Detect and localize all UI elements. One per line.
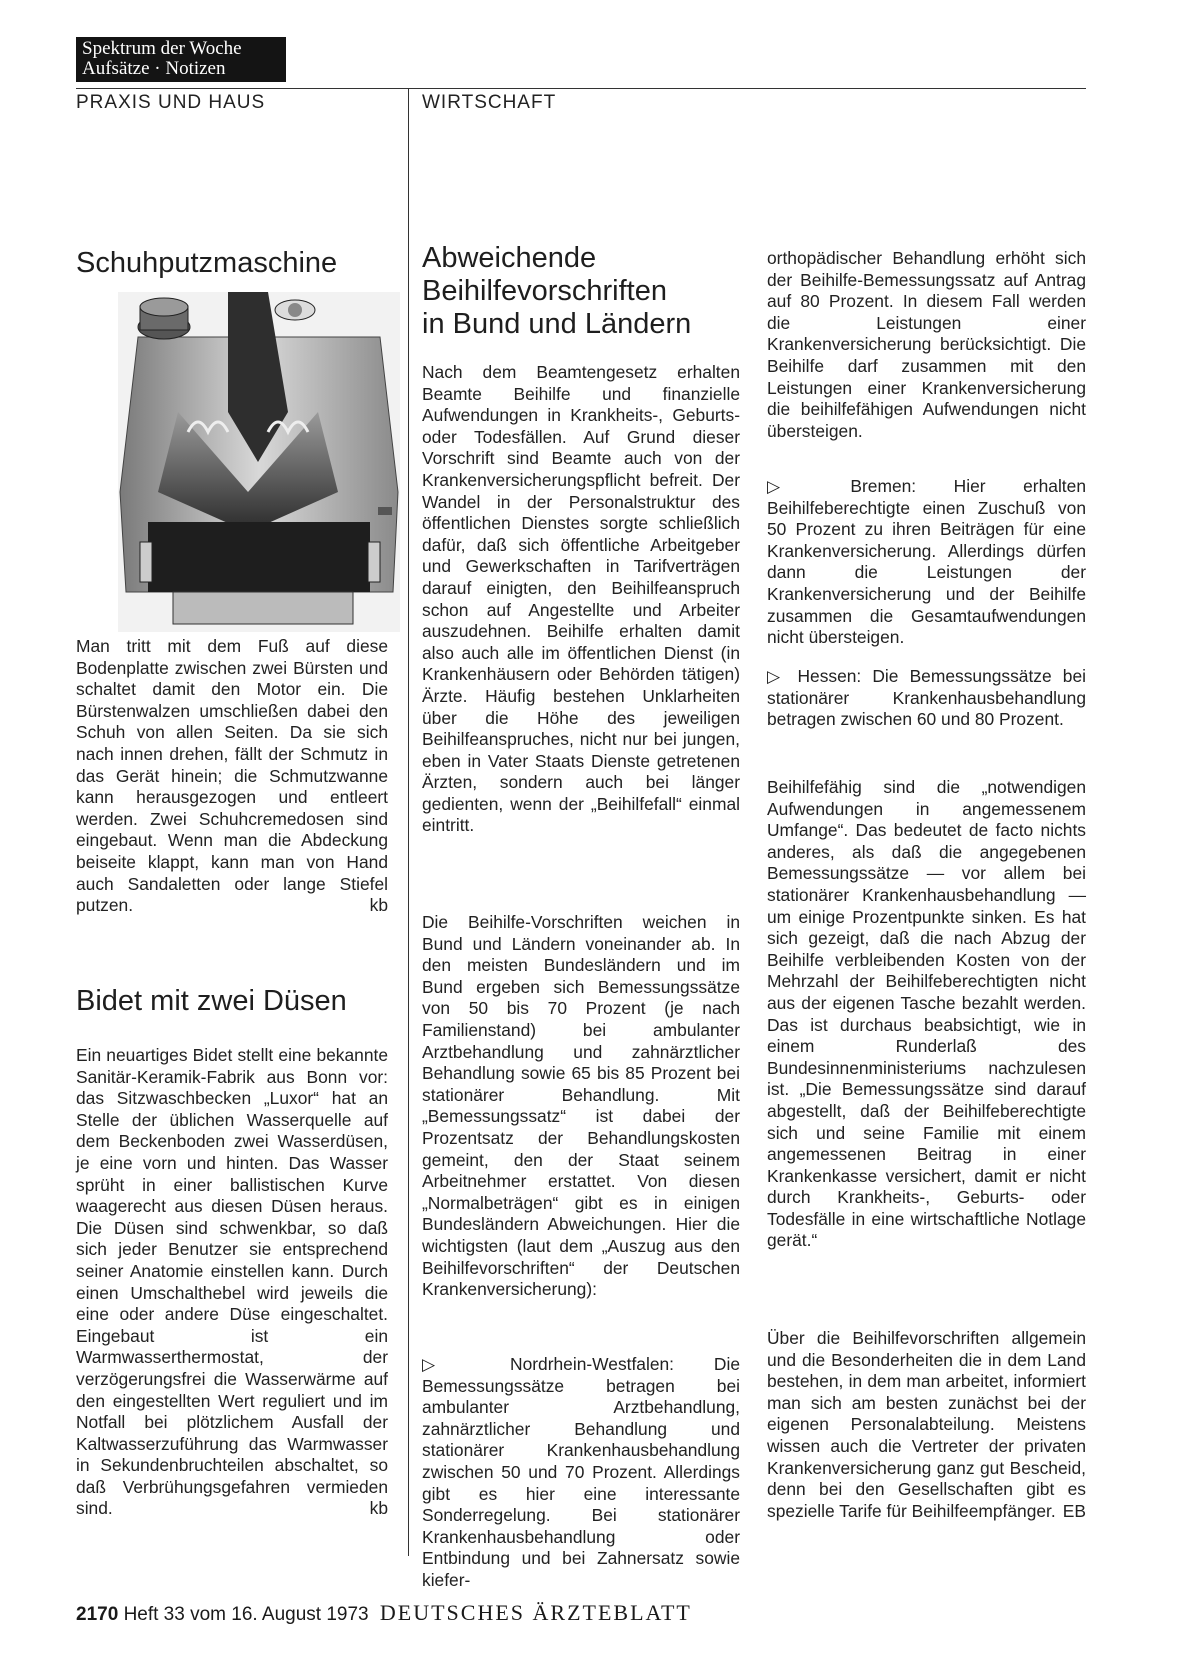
article2-body	[76, 1045, 388, 1520]
article3-paragraph-3	[422, 1354, 740, 1592]
issue-info: Heft 33 vom 16. August 1973	[123, 1604, 369, 1625]
shoe-polisher-photo	[118, 292, 400, 632]
masthead-line-2: Aufsätze · Notizen	[82, 58, 226, 79]
article-title-bidet: Bidet mit zwei Düsen	[76, 985, 347, 1017]
section-praxis-und-haus: PRAXIS UND HAUS	[76, 92, 266, 113]
article3-paragraph-8-text: Über die Beihilfevorschriften allgemein und die Besonderheiten die in dem Land bestehen, in dem man arbeitet, informiert man sich am besten zunächst bei der eigenen Personalabteilung. Meistens wissen auch die Vertreter der privaten Krankenversicherung ganz gut Bescheid, denn bei den Gesellschaften gibt es spezielle Tarife für Beihilfeempfänger.	[767, 1328, 1086, 1521]
article2-text: Ein neuartiges Bidet stellt eine bekannte Sanitär-Keramik-Fabrik aus Bonn vor: das Sitzwaschbecken „Luxor“ hat an Stelle der üblichen Wasserquelle auf dem Beckenboden zwei Wasserdüsen, je eine vorn und hinten. Das Wasser sprüht in einer ballistischen Kurve waagerecht aus diesen Düsen heraus. Die Düsen sind schwenkbar, so daß sich jeder Benutzer sie entsprechend seiner Anatomie einstellen kann. Durch einen Umschalthebel wird jeweils die eine oder andere Düse eingeschaltet. Eingebaut ist ein Warmwasserthermostat, der verzögerungsfrei die Wasserwärme auf den eingestellten Wert reguliert und im Notfall bei plötzlichem Ausfall der Kaltwasserzuführung das Warmwasser in Sekundenbruchteilen abschaltet, so daß Verbrühungsgefahren vermieden sind.	[76, 1045, 388, 1519]
article3-title-line-3: in Bund und Ländern	[422, 308, 692, 340]
page-number: 2170	[76, 1604, 119, 1625]
triangle-bullet-icon: ▷	[767, 667, 787, 686]
article1-text: Man tritt mit dem Fuß auf diese Bodenplatte zwischen zwei Bürsten und schaltet damit den Motor ein. Die Bürstenwalzen umschließen dabei den Schuh von allen Seiten. Da sie sich nach innen drehen, fällt der Schmutz in das Gerät hinein; die Schmutzwanne kann herausgezogen und entleert werden. Zwei Schuhcremedosen sind eingebaut. Wenn man die Abdeckung beiseite klappt, kann man von Hand auch Sandaletten oder lange Stiefel putzen.	[76, 636, 388, 916]
article3-paragraph-5	[767, 476, 1086, 649]
article-title-schuhputzmaschine: Schuhputzmaschine	[76, 247, 338, 279]
article1-signature: kb	[369, 895, 388, 916]
column-divider	[408, 88, 409, 1556]
article1-body	[76, 636, 388, 917]
masthead	[76, 37, 286, 82]
article3-paragraph-4: orthopädischer Behandlung erhöht sich der Beihilfe-Bemessungssatz auf Antrag auf 80 Prozent. In diesem Fall werden die Leistungen einer Krankenversicherung berücksichtigt. Die Beihilfe darf zusammen mit den Leistungen einer Krankenversicherung die beihilfefähigen Aufwendungen nicht übersteigen.	[767, 248, 1086, 441]
masthead-line-1: Spektrum der Woche	[82, 38, 242, 59]
article3-paragraph-6-text: Hessen: Die Bemessungssätze bei stationärer Krankenhausbehandlung betragen zwischen 60 und 80 Prozent.	[767, 666, 1086, 730]
article3-title-line-2: Beihilfevorschriften	[422, 275, 667, 307]
article3-paragraph-6	[767, 666, 1086, 731]
article3-paragraph-1: Nach dem Beamtengesetz erhalten Beamte Beihilfe und finanzielle Aufwendungen in Krankheits-, Geburts- oder Todesfällen. Auf Grund dieser Vorschrift sind Beamte auch von der Krankenversicherungspflicht befreit. Der Wandel in der Personalstruktur des öffentlichen Dienstes sorgte schließlich dafür, daß sich öffentliche Arbeitgeber und Gewerkschaften in Tarifverträgen darauf einigten, den Beihilfeanspruch schon auf Angestellte und Arbeiter auszudehnen. Beihilfe erhalten damit also auch alle im öffentlichen Dienst (in Krankenhäusern oder Behörden tätigen) Ärzte. Häufig bestehen Unklarheiten über die Höhe des jeweiligen Beihilfeanspruches, nicht nur bei jungen, eben in Vater Staats Dienste getretenen Ärzten, sondern auch bei länger gedienten, wenn der „Beihilfefall“ einmal eintritt.	[422, 362, 740, 836]
page-footer	[76, 1600, 692, 1626]
article3-paragraph-2: Die Beihilfe-Vorschriften weichen in Bund und Ländern voneinander ab. In den meisten Bundesländern und im Bund ergeben sich Bemessungssätze von 50 bis 70 Prozent (je nach Familienstand) bei ambulanter Arztbehandlung und zahnärztlicher Behandlung sowie 65 bis 85 Prozent bei stationärer Behandlung. Mit „Bemessungssatz“ ist dabei der Prozentsatz der Behandlungskosten gemeint, den der Staat seinem Arbeitnehmer erstattet. Von diesen „Normalbeträgen“ gibt es in einigen Bundesländern Abweichungen. Hier die wichtigsten (laut dem „Auszug aus den Beihilfevorschriften“ der Deutschen Krankenversicherung):	[422, 912, 740, 1300]
article3-paragraph-5-text: Bremen: Hier erhalten Beihilfeberechtigte einen Zuschuß von 50 Prozent zu ihren Beiträgen für eine Krankenversicherung. Allerdings dürfen dann die Leistungen der Krankenversicherung und der Beihilfe zusammen die Gesamtaufwendungen nicht übersteigen.	[767, 476, 1086, 648]
article3-paragraph-8	[767, 1328, 1086, 1522]
article-title-beihilfe	[422, 242, 691, 341]
section-wirtschaft: WIRTSCHAFT	[422, 92, 557, 113]
article3-title-line-1: Abweichende	[422, 242, 597, 274]
article3-paragraph-7: Beihilfefähig sind die „notwendigen Aufwendungen in angemessenem Umfange“. Das bedeutet de facto nichts anderes, als daß die angegebenen Bemessungssätze — vor allem bei stationärer Krankenhausbehandlung — um einige Prozentpunkte sinken. Es hat sich gezeigt, daß die nach Abzug der Beihilfe verbleibenden Kosten von der Mehrzahl der Beihilfeberechtigten nicht aus der eigenen Tasche bezahlt werden. Das ist durchaus beabsichtigt, wie in einem Runderlaß des Bundesinnenministeriums nachzulesen ist. „Die Bemessungssätze sind darauf abgestellt, daß der Beihilfeberechtigte sich und seine Familie mit einem angemessenen Beitrag in einer Krankenkasse versichert, damit er nicht durch Krankheits-, Geburts- oder Todesfälle in eine wirtschaftliche Notlage gerät.“	[767, 777, 1086, 1251]
article3-paragraph-3-text: Nordrhein-Westfalen: Die Bemessungssätze betragen bei ambulanter Arztbehandlung, zahnärztlicher Behandlung und stationärer Krankenhausbehandlung zwischen 50 und 70 Prozent. Allerdings gibt es hier eine interessante Sonderregelung. Bei stationärer Krankenhausbehandlung oder Entbindung und bei Zahnersatz sowie kiefer-	[422, 1354, 740, 1590]
top-rule	[76, 88, 1086, 89]
triangle-bullet-icon: ▷	[422, 1355, 471, 1374]
article2-signature: kb	[369, 1498, 388, 1519]
triangle-bullet-icon: ▷	[767, 477, 813, 496]
article3-signature: EB	[1062, 1500, 1086, 1521]
publication-name: DEUTSCHES ÄRZTEBLATT	[379, 1600, 692, 1625]
